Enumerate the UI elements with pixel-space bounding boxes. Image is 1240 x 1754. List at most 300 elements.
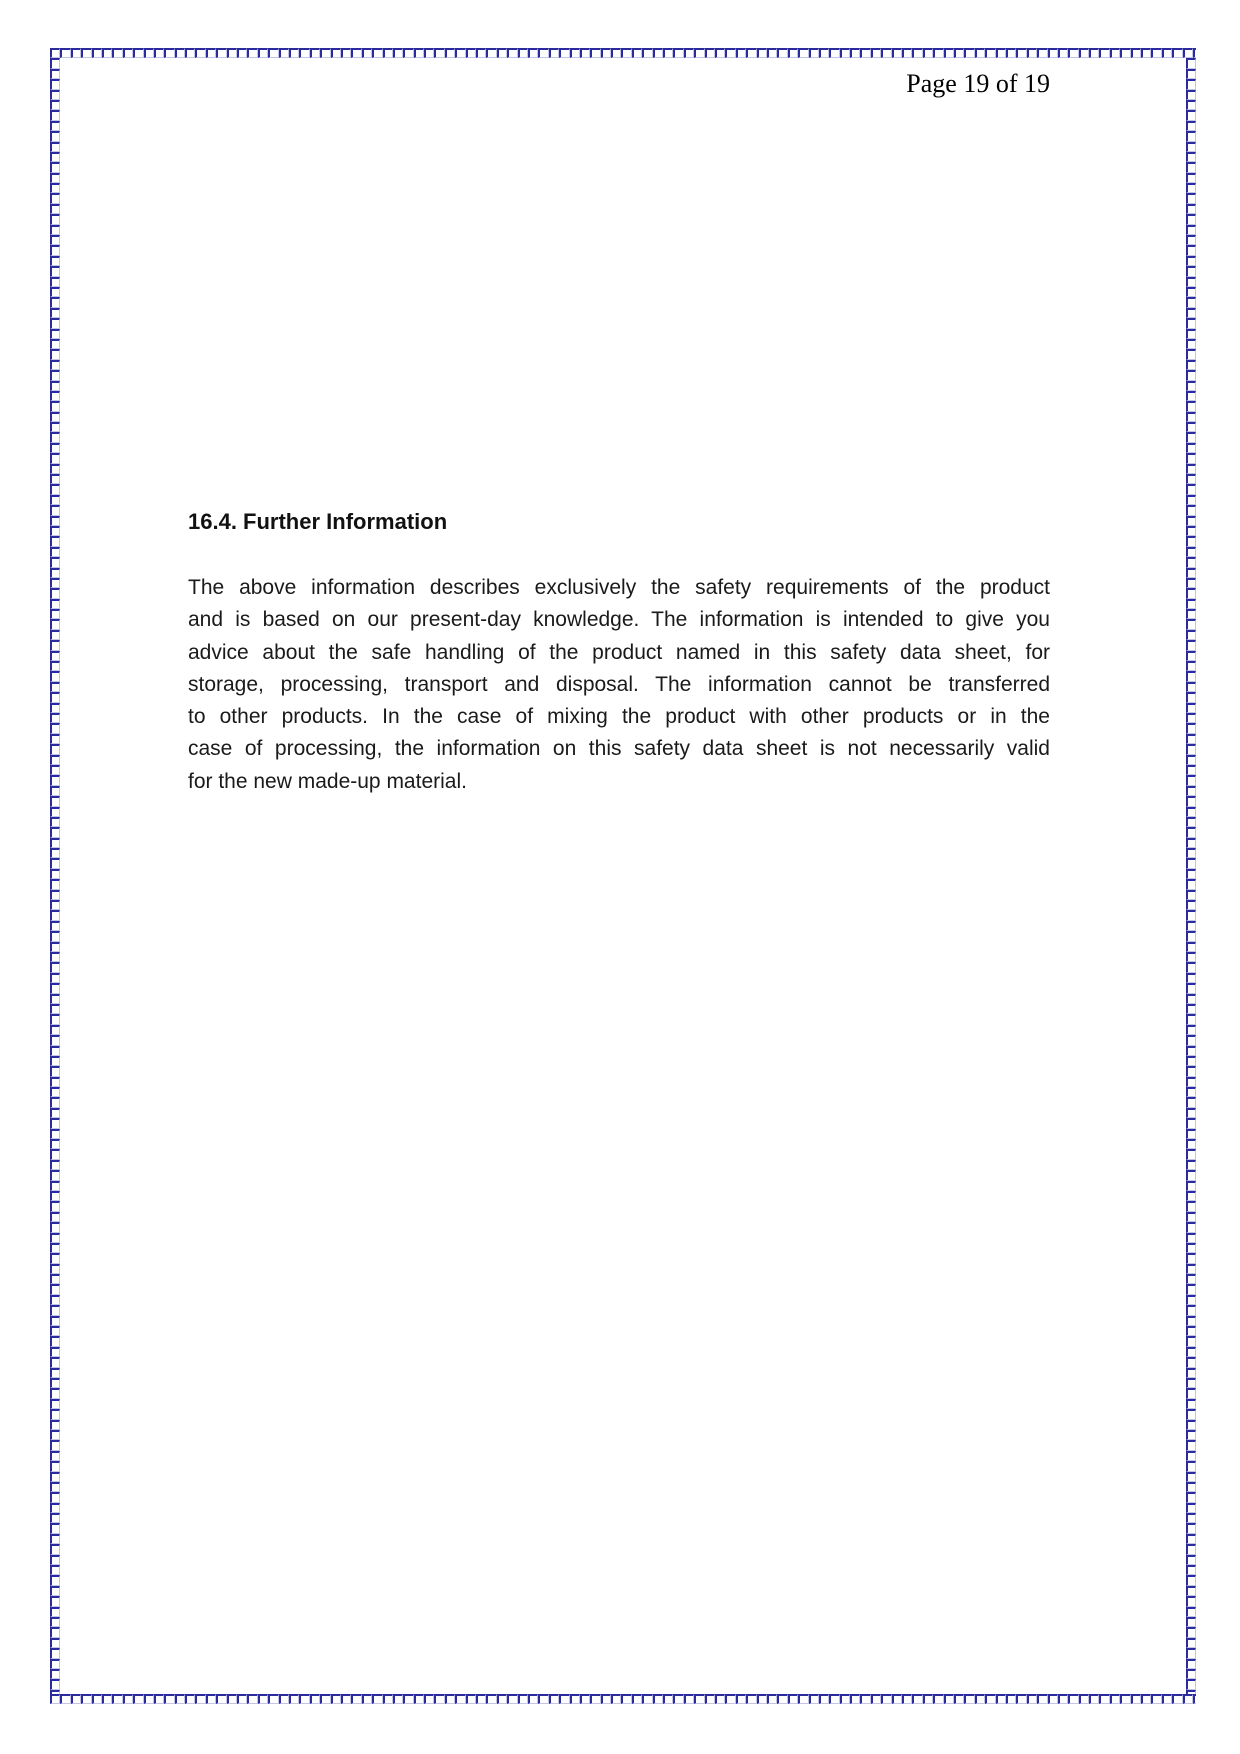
border-unit bbox=[538, 1694, 548, 1704]
border-unit bbox=[1186, 921, 1196, 931]
border-unit bbox=[1186, 931, 1196, 941]
border-unit bbox=[497, 48, 507, 58]
border-unit bbox=[975, 1694, 985, 1704]
border-unit bbox=[570, 1694, 580, 1704]
border-unit bbox=[1186, 1305, 1196, 1315]
border-unit bbox=[50, 1160, 60, 1170]
border-unit bbox=[632, 1694, 642, 1704]
border-unit bbox=[102, 1694, 112, 1704]
border-unit bbox=[320, 48, 330, 58]
border-unit bbox=[50, 1056, 60, 1066]
border-unit bbox=[50, 1627, 60, 1637]
border-unit bbox=[1193, 1694, 1196, 1704]
border-unit bbox=[50, 640, 60, 650]
border-unit bbox=[1186, 755, 1196, 765]
border-unit bbox=[1186, 505, 1196, 515]
border-unit bbox=[50, 1305, 60, 1315]
border-unit bbox=[1186, 214, 1196, 224]
border-unit bbox=[767, 48, 777, 58]
border-unit bbox=[50, 1503, 60, 1513]
border-unit bbox=[50, 474, 60, 484]
paragraph-line: and is based on our present-day knowledge. The information is intended to give you bbox=[188, 608, 1050, 632]
border-unit bbox=[50, 401, 60, 411]
border-unit bbox=[50, 703, 60, 713]
border-unit bbox=[1131, 1694, 1141, 1704]
page-border-bottom bbox=[50, 1694, 1196, 1704]
border-unit bbox=[50, 1336, 60, 1346]
border-unit bbox=[580, 48, 590, 58]
border-unit bbox=[632, 48, 642, 58]
border-unit bbox=[840, 1694, 850, 1704]
border-unit bbox=[1186, 890, 1196, 900]
border-unit bbox=[850, 1694, 860, 1704]
border-unit bbox=[1186, 1284, 1196, 1294]
border-unit bbox=[50, 329, 60, 339]
border-unit bbox=[1186, 1295, 1196, 1305]
border-unit bbox=[1186, 58, 1196, 68]
border-unit bbox=[50, 744, 60, 754]
border-unit bbox=[1186, 391, 1196, 401]
border-unit bbox=[92, 1694, 102, 1704]
border-unit bbox=[393, 1694, 403, 1704]
border-unit bbox=[50, 786, 60, 796]
border-unit bbox=[1151, 48, 1161, 58]
border-unit bbox=[50, 235, 60, 245]
border-unit bbox=[50, 266, 60, 276]
border-unit bbox=[1186, 848, 1196, 858]
border-unit bbox=[1186, 1492, 1196, 1502]
border-unit bbox=[1186, 994, 1196, 1004]
border-unit bbox=[819, 48, 829, 58]
border-unit bbox=[362, 1694, 372, 1704]
border-unit bbox=[1058, 48, 1068, 58]
border-unit bbox=[289, 1694, 299, 1704]
border-unit bbox=[50, 1694, 60, 1704]
border-unit bbox=[1068, 1694, 1078, 1704]
border-unit bbox=[1027, 48, 1037, 58]
border-unit bbox=[549, 1694, 559, 1704]
border-unit bbox=[1186, 1523, 1196, 1533]
border-unit bbox=[50, 1409, 60, 1419]
border-unit bbox=[1186, 1191, 1196, 1201]
border-unit bbox=[559, 48, 569, 58]
border-unit bbox=[985, 48, 995, 58]
border-unit bbox=[331, 48, 341, 58]
border-unit bbox=[50, 256, 60, 266]
border-unit bbox=[1186, 651, 1196, 661]
border-unit bbox=[829, 1694, 839, 1704]
border-unit bbox=[50, 1482, 60, 1492]
border-unit bbox=[299, 1694, 309, 1704]
border-unit bbox=[684, 1694, 694, 1704]
border-unit bbox=[1186, 1409, 1196, 1419]
border-unit bbox=[50, 422, 60, 432]
border-unit bbox=[50, 1129, 60, 1139]
border-unit bbox=[50, 412, 60, 422]
border-unit bbox=[1186, 775, 1196, 785]
border-unit bbox=[50, 1201, 60, 1211]
border-unit bbox=[819, 1694, 829, 1704]
border-unit bbox=[518, 48, 528, 58]
border-unit bbox=[694, 48, 704, 58]
border-unit bbox=[850, 48, 860, 58]
border-unit bbox=[923, 1694, 933, 1704]
border-unit bbox=[1058, 1694, 1068, 1704]
border-unit bbox=[1186, 1149, 1196, 1159]
border-unit bbox=[1186, 692, 1196, 702]
border-unit bbox=[1120, 48, 1130, 58]
border-unit bbox=[50, 1212, 60, 1222]
border-unit bbox=[549, 48, 559, 58]
border-unit bbox=[383, 1694, 393, 1704]
border-unit bbox=[50, 755, 60, 765]
border-unit bbox=[1186, 360, 1196, 370]
border-unit bbox=[1186, 869, 1196, 879]
border-unit bbox=[1186, 1679, 1196, 1689]
border-unit bbox=[1186, 204, 1196, 214]
border-unit bbox=[1186, 1596, 1196, 1606]
border-unit bbox=[71, 1694, 81, 1704]
border-unit bbox=[486, 48, 496, 58]
border-unit bbox=[50, 661, 60, 671]
border-unit bbox=[50, 1461, 60, 1471]
border-unit bbox=[50, 921, 60, 931]
border-unit bbox=[393, 48, 403, 58]
border-unit bbox=[50, 1368, 60, 1378]
border-unit bbox=[154, 48, 164, 58]
border-unit bbox=[50, 817, 60, 827]
border-unit bbox=[1141, 1694, 1151, 1704]
border-unit bbox=[50, 848, 60, 858]
page-border-right bbox=[1186, 58, 1196, 1693]
border-unit bbox=[50, 536, 60, 546]
border-unit bbox=[1186, 1035, 1196, 1045]
border-unit bbox=[1186, 1638, 1196, 1648]
border-unit bbox=[81, 48, 91, 58]
border-unit bbox=[1068, 48, 1078, 58]
border-unit bbox=[50, 1555, 60, 1565]
border-unit bbox=[50, 671, 60, 681]
border-unit bbox=[383, 48, 393, 58]
border-unit bbox=[1186, 245, 1196, 255]
border-unit bbox=[1186, 1316, 1196, 1326]
border-unit bbox=[50, 214, 60, 224]
border-unit bbox=[1186, 807, 1196, 817]
border-unit bbox=[1120, 1694, 1130, 1704]
border-unit bbox=[1186, 110, 1196, 120]
border-unit bbox=[881, 1694, 891, 1704]
border-unit bbox=[50, 193, 60, 203]
border-unit bbox=[860, 1694, 870, 1704]
border-unit bbox=[1186, 661, 1196, 671]
border-unit bbox=[1186, 1274, 1196, 1284]
border-unit bbox=[216, 48, 226, 58]
border-unit bbox=[50, 370, 60, 380]
border-unit bbox=[1186, 1565, 1196, 1575]
border-unit bbox=[50, 962, 60, 972]
border-unit bbox=[944, 48, 954, 58]
border-unit bbox=[50, 183, 60, 193]
border-unit bbox=[50, 723, 60, 733]
border-unit bbox=[528, 48, 538, 58]
border-unit bbox=[1186, 422, 1196, 432]
border-unit bbox=[486, 1694, 496, 1704]
border-unit bbox=[1016, 48, 1026, 58]
border-unit bbox=[123, 48, 133, 58]
border-unit bbox=[227, 48, 237, 58]
border-unit bbox=[736, 48, 746, 58]
border-unit bbox=[1186, 942, 1196, 952]
border-unit bbox=[50, 225, 60, 235]
border-unit bbox=[50, 69, 60, 79]
border-unit bbox=[1186, 1544, 1196, 1554]
border-unit bbox=[1186, 588, 1196, 598]
border-unit bbox=[50, 1492, 60, 1502]
border-unit bbox=[50, 900, 60, 910]
border-unit bbox=[50, 1066, 60, 1076]
border-unit bbox=[1186, 121, 1196, 131]
border-unit bbox=[123, 1694, 133, 1704]
border-unit bbox=[1186, 536, 1196, 546]
border-unit bbox=[50, 599, 60, 609]
border-unit bbox=[1186, 79, 1196, 89]
border-unit bbox=[1186, 526, 1196, 536]
border-unit bbox=[50, 578, 60, 588]
border-unit bbox=[50, 1378, 60, 1388]
border-unit bbox=[1186, 1617, 1196, 1627]
border-unit bbox=[372, 48, 382, 58]
border-unit bbox=[1186, 1347, 1196, 1357]
border-unit bbox=[50, 1617, 60, 1627]
border-unit bbox=[1186, 817, 1196, 827]
section-heading: 16.4. Further Information bbox=[188, 509, 448, 534]
border-unit bbox=[466, 1694, 476, 1704]
border-unit bbox=[1186, 744, 1196, 754]
border-unit bbox=[653, 48, 663, 58]
border-unit bbox=[1186, 193, 1196, 203]
border-unit bbox=[71, 48, 81, 58]
border-unit bbox=[237, 1694, 247, 1704]
border-unit bbox=[798, 1694, 808, 1704]
border-unit bbox=[653, 1694, 663, 1704]
border-unit bbox=[1186, 1170, 1196, 1180]
border-unit bbox=[50, 58, 60, 68]
border-unit bbox=[1186, 287, 1196, 297]
border-unit bbox=[1141, 48, 1151, 58]
border-unit bbox=[1186, 1534, 1196, 1544]
border-unit bbox=[1186, 495, 1196, 505]
border-unit bbox=[1186, 640, 1196, 650]
border-unit bbox=[1186, 1108, 1196, 1118]
border-unit bbox=[590, 1694, 600, 1704]
border-unit bbox=[424, 1694, 434, 1704]
border-unit bbox=[50, 1284, 60, 1294]
border-unit bbox=[1186, 1118, 1196, 1128]
border-unit bbox=[892, 1694, 902, 1704]
border-unit bbox=[1186, 1368, 1196, 1378]
border-unit bbox=[144, 48, 154, 58]
border-unit bbox=[1186, 1461, 1196, 1471]
border-unit bbox=[50, 619, 60, 629]
border-unit bbox=[1186, 962, 1196, 972]
border-unit bbox=[497, 1694, 507, 1704]
border-unit bbox=[50, 1596, 60, 1606]
border-unit bbox=[50, 942, 60, 952]
border-unit bbox=[996, 48, 1006, 58]
border-unit bbox=[580, 1694, 590, 1704]
border-unit bbox=[985, 1694, 995, 1704]
border-unit bbox=[50, 869, 60, 879]
border-unit bbox=[50, 516, 60, 526]
border-unit bbox=[1186, 1378, 1196, 1388]
border-unit bbox=[1186, 1607, 1196, 1617]
border-unit bbox=[50, 1014, 60, 1024]
border-unit bbox=[341, 48, 351, 58]
paragraph-line: The above information describes exclusively the safety requirements of the product bbox=[188, 576, 1050, 599]
border-unit bbox=[1027, 1694, 1037, 1704]
border-unit bbox=[206, 48, 216, 58]
border-unit bbox=[50, 734, 60, 744]
border-unit bbox=[1186, 1555, 1196, 1565]
border-unit bbox=[50, 1108, 60, 1118]
border-unit bbox=[1186, 1399, 1196, 1409]
border-unit bbox=[507, 48, 517, 58]
border-unit bbox=[50, 547, 60, 557]
border-unit bbox=[746, 1694, 756, 1704]
border-unit bbox=[1186, 1129, 1196, 1139]
border-unit bbox=[185, 48, 195, 58]
border-unit bbox=[663, 1694, 673, 1704]
border-unit bbox=[1099, 1694, 1109, 1704]
border-unit bbox=[50, 1253, 60, 1263]
border-unit bbox=[1099, 48, 1109, 58]
border-unit bbox=[50, 1077, 60, 1087]
border-unit bbox=[736, 1694, 746, 1704]
border-unit bbox=[50, 1523, 60, 1533]
border-unit bbox=[102, 48, 112, 58]
border-unit bbox=[50, 692, 60, 702]
border-unit bbox=[1186, 318, 1196, 328]
border-unit bbox=[1186, 1659, 1196, 1669]
border-unit bbox=[1186, 464, 1196, 474]
border-unit bbox=[50, 1087, 60, 1097]
border-unit bbox=[1186, 1014, 1196, 1024]
border-unit bbox=[50, 1659, 60, 1669]
border-unit bbox=[559, 1694, 569, 1704]
border-unit bbox=[705, 48, 715, 58]
border-unit bbox=[621, 48, 631, 58]
border-unit bbox=[331, 1694, 341, 1704]
border-unit bbox=[1186, 1087, 1196, 1097]
border-unit bbox=[507, 1694, 517, 1704]
border-unit bbox=[50, 775, 60, 785]
border-unit bbox=[133, 1694, 143, 1704]
border-unit bbox=[289, 48, 299, 58]
border-unit bbox=[1186, 1326, 1196, 1336]
border-unit bbox=[1186, 1357, 1196, 1367]
border-unit bbox=[1186, 152, 1196, 162]
border-unit bbox=[1186, 682, 1196, 692]
border-unit bbox=[1193, 48, 1196, 58]
border-unit bbox=[476, 1694, 486, 1704]
border-unit bbox=[767, 1694, 777, 1704]
border-unit bbox=[50, 1440, 60, 1450]
border-unit bbox=[50, 277, 60, 287]
border-unit bbox=[1186, 173, 1196, 183]
border-unit bbox=[50, 1295, 60, 1305]
border-unit bbox=[964, 48, 974, 58]
border-unit bbox=[1186, 162, 1196, 172]
border-unit bbox=[50, 152, 60, 162]
border-unit bbox=[590, 48, 600, 58]
border-unit bbox=[1186, 838, 1196, 848]
border-unit bbox=[247, 48, 257, 58]
border-unit bbox=[570, 48, 580, 58]
border-unit bbox=[445, 1694, 455, 1704]
border-unit bbox=[1183, 48, 1193, 58]
border-unit bbox=[1186, 90, 1196, 100]
border-unit bbox=[621, 1694, 631, 1704]
border-unit bbox=[1186, 1233, 1196, 1243]
border-unit bbox=[1186, 1388, 1196, 1398]
border-unit bbox=[50, 1638, 60, 1648]
border-unit bbox=[1186, 381, 1196, 391]
border-unit bbox=[50, 1149, 60, 1159]
border-unit bbox=[60, 1694, 70, 1704]
border-unit bbox=[50, 1534, 60, 1544]
border-unit bbox=[1186, 547, 1196, 557]
border-unit bbox=[50, 1607, 60, 1617]
border-unit bbox=[642, 1694, 652, 1704]
border-unit bbox=[642, 48, 652, 58]
border-unit bbox=[445, 48, 455, 58]
border-unit bbox=[829, 48, 839, 58]
border-unit bbox=[81, 1694, 91, 1704]
border-unit bbox=[1186, 370, 1196, 380]
border-unit bbox=[144, 1694, 154, 1704]
border-unit bbox=[50, 443, 60, 453]
border-unit bbox=[860, 48, 870, 58]
paragraph-line: storage, processing, transport and disposal. The information cannot be transferred bbox=[188, 672, 1050, 696]
border-unit bbox=[1186, 1139, 1196, 1149]
border-unit bbox=[601, 48, 611, 58]
border-unit bbox=[50, 1690, 60, 1694]
border-unit bbox=[1186, 609, 1196, 619]
border-unit bbox=[50, 765, 60, 775]
border-unit bbox=[1110, 48, 1120, 58]
border-unit bbox=[1186, 1160, 1196, 1170]
border-unit bbox=[1186, 983, 1196, 993]
border-unit bbox=[1016, 1694, 1026, 1704]
border-unit bbox=[50, 110, 60, 120]
border-unit bbox=[1151, 1694, 1161, 1704]
border-unit bbox=[50, 287, 60, 297]
border-unit bbox=[50, 827, 60, 837]
border-unit bbox=[1186, 401, 1196, 411]
border-unit bbox=[50, 1181, 60, 1191]
border-unit bbox=[1186, 1627, 1196, 1637]
border-unit bbox=[1172, 48, 1182, 58]
page-border-top bbox=[50, 48, 1196, 58]
border-unit bbox=[694, 1694, 704, 1704]
border-unit bbox=[175, 48, 185, 58]
border-unit bbox=[1186, 1056, 1196, 1066]
border-unit bbox=[50, 1399, 60, 1409]
border-unit bbox=[50, 121, 60, 131]
border-unit bbox=[1186, 568, 1196, 578]
border-unit bbox=[1186, 619, 1196, 629]
border-unit bbox=[1186, 1503, 1196, 1513]
